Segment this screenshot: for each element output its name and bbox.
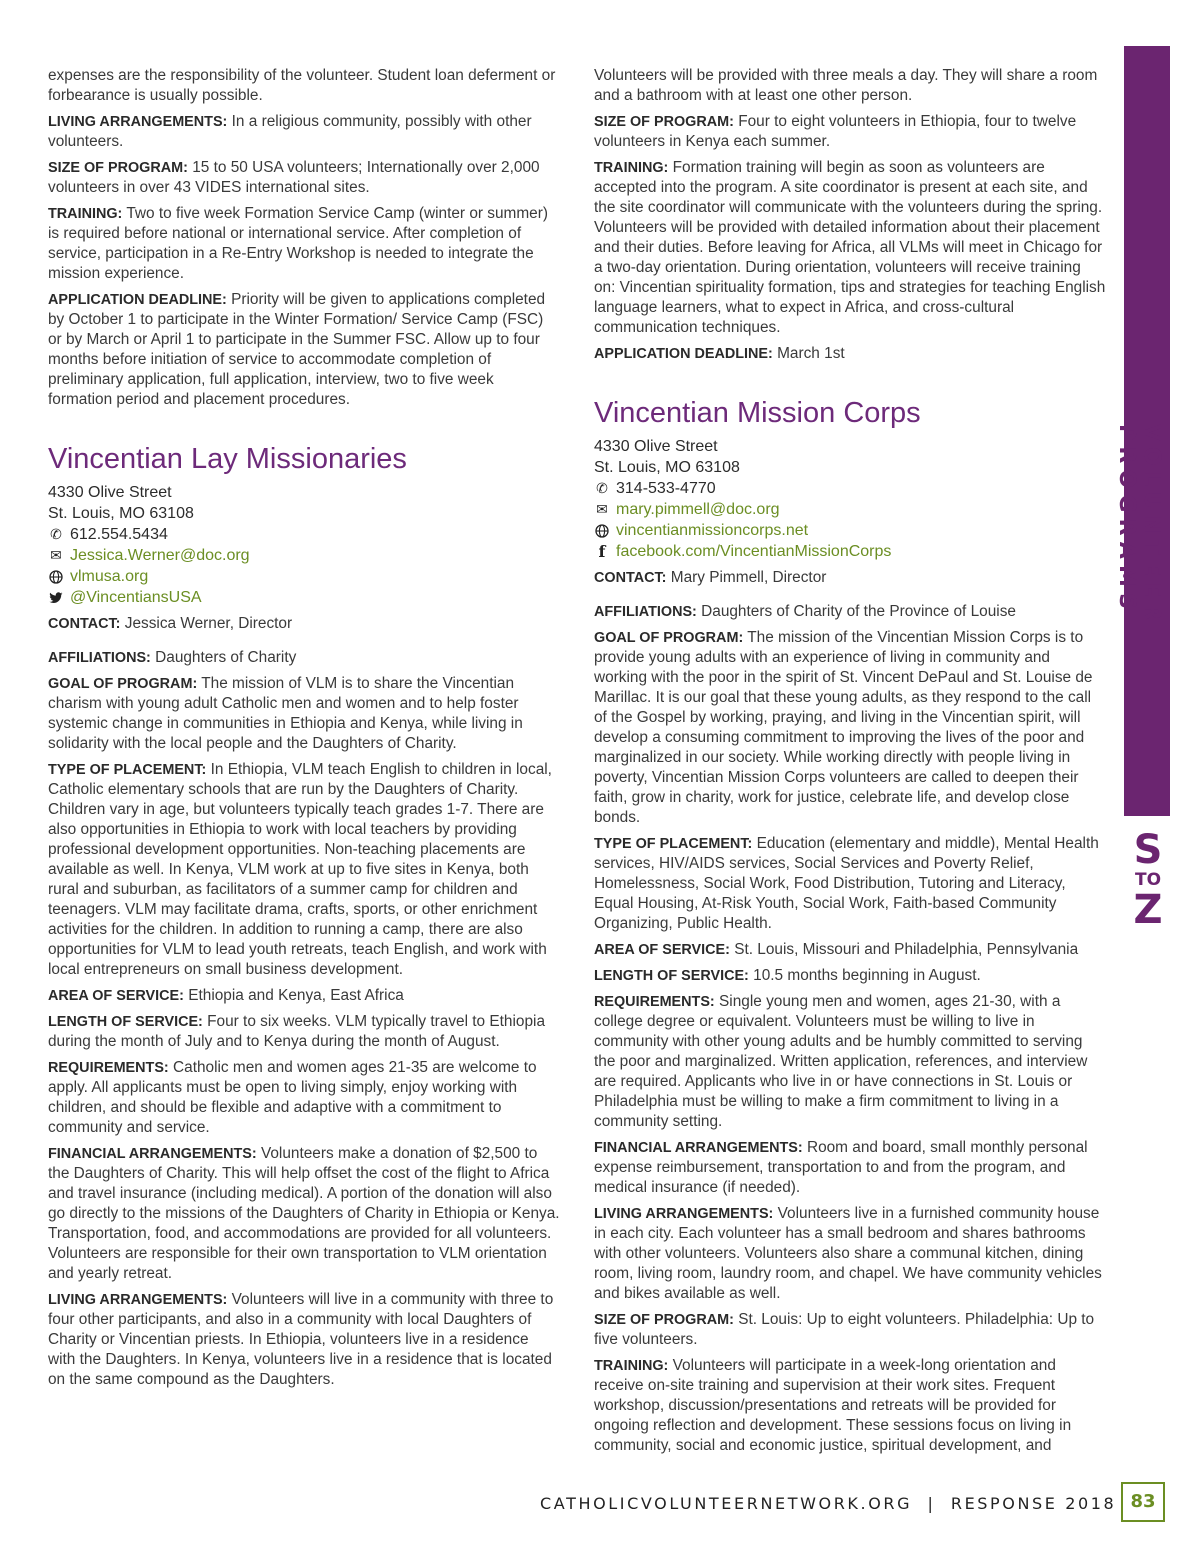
phone-line bbox=[594, 478, 1106, 499]
twitter-line bbox=[48, 587, 560, 608]
paragraph: TYPE OF PLACEMENT: In Ethiopia, VLM teach English to children in local, Catholic elementary schools that are run by the Daughters of Charity. Children vary in age, but volunteers typically teach grades 1-7. There are also opportunities in Ethiopia to work with local teachers by providing professional development opportunities. Non-teaching placements are available as well. In Kenya, VLM work at up to five sites in Kenya, both rural and suburban, as facilitators of a summer camp for children and teenagers. VLM may facilitate drama, crafts, sports, or other enrichment activities for the children. In addition to running a camp, there are also opportunities for VLM to lead youth retreats, teach English, and work with local entrepreneurs on small business development. bbox=[48, 761, 552, 978]
left-details bbox=[48, 648, 560, 1390]
contact-paragraph: CONTACT: Jessica Werner, Director bbox=[48, 615, 293, 632]
twitter-link[interactable]: @VincentiansUSA bbox=[70, 589, 202, 606]
right-column bbox=[594, 66, 1106, 1462]
phone-line bbox=[48, 524, 560, 545]
address-line: 4330 Olive Street bbox=[594, 438, 718, 455]
address-line: 4330 Olive Street bbox=[48, 484, 172, 501]
address-line: St. Louis, MO 63108 bbox=[594, 459, 740, 476]
paragraph: expenses are the responsibility of the volunteer. Student loan deferment or forbearance is usually possible. bbox=[48, 67, 556, 104]
page-number: 83 bbox=[1121, 1482, 1165, 1522]
website-line bbox=[48, 566, 560, 587]
range-start: S bbox=[1133, 827, 1163, 873]
left-intro bbox=[48, 66, 560, 410]
footer-text: CATHOLICVOLUNTEERNETWORK.ORG | RESPONSE 2018 bbox=[540, 1494, 1117, 1513]
paragraph: Volunteers will be provided with three meals a day. They will share a room and a bathroom with at least one other person. bbox=[594, 67, 1098, 104]
range-end: Z bbox=[1133, 887, 1163, 933]
right-details bbox=[594, 602, 1106, 1456]
paragraph: SIZE OF PROGRAM: 15 to 50 USA volunteers; Internationally over 2,000 volunteers in over 43 VIDES international sites. bbox=[48, 159, 540, 196]
alphabet-range bbox=[1122, 827, 1174, 933]
paragraph: LIVING ARRANGEMENTS: Volunteers will live in a community with three to four other participants, and also in a community with local Daughters of Charity or Vincentian priests. In Ethiopia, volunteers live in a residence with the Daughters. In Kenya, volunteers live in a residence that is located on the same compound as the Daughters. bbox=[48, 1291, 554, 1388]
globe-icon bbox=[48, 570, 64, 584]
phone-number: 612.554.5434 bbox=[70, 526, 168, 543]
paragraph: AFFILIATIONS: Daughters of Charity of the Province of Louise bbox=[594, 603, 1016, 620]
facebook-icon: f bbox=[598, 542, 606, 561]
paragraph: LIVING ARRANGEMENTS: Volunteers live in a furnished community house in each city. Each volunteer has a small bedroom and shares bathrooms with other volunteers. Volunteers also share a communal kitchen, dining room, living room, laundry room, and chapel. We have community vehicles and bikes available as well. bbox=[594, 1205, 1102, 1302]
paragraph: APPLICATION DEADLINE: March 1st bbox=[594, 345, 845, 362]
paragraph: TYPE OF PLACEMENT: Education (elementary and middle), Mental Health services, HIV/AIDS services, Social Services and Poverty Relief, Homelessness, Social Work, Food Distribution, Tutoring and Literacy, Equal Housing, At-Risk Youth, Social Work, Faith-based Community Organizing, Public Health. bbox=[594, 835, 1099, 932]
email-link[interactable]: Jessica.Werner@doc.org bbox=[70, 547, 250, 564]
phone-icon: ✆ bbox=[50, 526, 62, 542]
paragraph: LIVING ARRANGEMENTS: In a religious community, possibly with other volunteers. bbox=[48, 113, 532, 150]
website-link[interactable]: vincentianmissioncorps.net bbox=[616, 522, 809, 539]
org-title: Vincentian Lay Missionaries bbox=[48, 443, 407, 475]
paragraph: SIZE OF PROGRAM: Four to eight volunteers in Ethiopia, four to twelve volunteers in Kenya each summer. bbox=[594, 113, 1077, 150]
phone-number: 314-533-4770 bbox=[616, 480, 716, 497]
paragraph: LENGTH OF SERVICE: 10.5 months beginning in August. bbox=[594, 967, 981, 984]
paragraph: REQUIREMENTS: Catholic men and women ages 21-35 are welcome to apply. All applicants must be open to living simply, enjoy working with children, and should be flexible and adaptive with a commitment to community and service. bbox=[48, 1059, 537, 1136]
email-link[interactable]: mary.pimmell@doc.org bbox=[616, 501, 780, 518]
envelope-icon: ✉ bbox=[596, 501, 608, 517]
paragraph: LENGTH OF SERVICE: Four to six weeks. VLM typically travel to Ethiopia during the month of July and to Kenya during the month of August. bbox=[48, 1013, 546, 1050]
section-label: VOLUNTEER PROGRAMS bbox=[1114, 424, 1164, 627]
envelope-icon: ✉ bbox=[50, 547, 62, 563]
globe-icon bbox=[594, 524, 610, 538]
paragraph: APPLICATION DEADLINE: Priority will be given to applications completed by October 1 to participate in the Winter Formation/ Service Camp (FSC) or by March or April 1 to participate in the Summer FSC. Allow up to four months before initiation of service to accommodate completion of preliminary application, full application, interview, two to five week formation period and placement procedures. bbox=[48, 291, 546, 408]
paragraph: FINANCIAL ARRANGEMENTS: Room and board, small monthly personal expense reimbursement, transportation to and from the program, and medical insurance (if needed). bbox=[594, 1139, 1088, 1196]
right-intro bbox=[594, 66, 1106, 364]
email-line bbox=[594, 499, 1106, 520]
left-column bbox=[48, 66, 560, 1396]
facebook-line bbox=[594, 541, 1106, 562]
paragraph: FINANCIAL ARRANGEMENTS: Volunteers make a donation of $2,500 to the Daughters of Charity. This will help offset the cost of the flight to Africa and travel insurance (including medical). A portion of the donation will also go directly to the missions of the Daughters of Charity in Ethiopia or Kenya. Transportation, food, and accommodations are provided for all volunteers. Volunteers are responsible for their own transportation to VLM orientation and yearly retreat. bbox=[48, 1145, 560, 1282]
phone-icon: ✆ bbox=[596, 480, 608, 496]
paragraph: TRAINING: Two to five week Formation Service Camp (winter or summer) is required before national or international service. After completion of service, participation in a Re-Entry Workshop is needed to integrate the mission experience. bbox=[48, 205, 548, 282]
email-line bbox=[48, 545, 560, 566]
paragraph: AREA OF SERVICE: St. Louis, Missouri and Philadelphia, Pennsylvania bbox=[594, 941, 1079, 958]
paragraph: AFFILIATIONS: Daughters of Charity bbox=[48, 649, 297, 666]
facebook-link[interactable]: facebook.com/VincentianMissionCorps bbox=[616, 543, 892, 560]
paragraph: AREA OF SERVICE: Ethiopia and Kenya, East Africa bbox=[48, 987, 404, 1004]
contact-paragraph: CONTACT: Mary Pimmell, Director bbox=[594, 569, 827, 586]
website-link[interactable]: vlmusa.org bbox=[70, 568, 149, 585]
org-title: Vincentian Mission Corps bbox=[594, 397, 921, 429]
address-line: St. Louis, MO 63108 bbox=[48, 505, 194, 522]
paragraph: REQUIREMENTS: Single young men and women, ages 21-30, with a college degree or equivalent. Volunteers must be willing to live in community with other young adults and be humbly committed to serving the poor and marginalized. Written application, references, and interview are required. Applicants who live in or have connections in St. Louis or Philadelphia must be willing to make a firm commitment to living in a community setting. bbox=[594, 993, 1088, 1130]
paragraph: GOAL OF PROGRAM: The mission of the Vincentian Mission Corps is to provide young adults with an experience of living in community and working with the poor in the spirit of St. Vincent DePaul and St. Louise de Marillac. It is our goal that these young adults, as they respond to the call of the Gospel by working, praying, and living in the Vincentian spirit, will develop a consuming commitment to improving the lives of the poor and marginalized in our society. While working directly with people living in poverty, Vincentian Mission Corps volunteers are called to deepen their faith, grow in charity, work for justice, celebrate life, and develop close bonds. bbox=[594, 629, 1093, 826]
range-mid: TO bbox=[1134, 870, 1162, 890]
paragraph: GOAL OF PROGRAM: The mission of VLM is to share the Vincentian charism with young adult Catholic men and women and to help foster systemic change in communities in Ethiopia and Kenya, while living in solidarity with the local people and the Daughters of Charity. bbox=[48, 675, 523, 752]
website-line bbox=[594, 520, 1106, 541]
twitter-icon bbox=[48, 592, 64, 604]
paragraph: SIZE OF PROGRAM: St. Louis: Up to eight volunteers. Philadelphia: Up to five volunteers. bbox=[594, 1311, 1095, 1348]
paragraph: TRAINING: Formation training will begin as soon as volunteers are accepted into the program. A site coordinator is present at each site, and the site coordinator will communicate with the volunteers during the spring. Volunteers will be provided with detailed information about their placement and their duties. Before leaving for Africa, all VLMs will meet in Chicago for a two-day orientation. During orientation, volunteers will receive training on: Vincentian spirituality formation, tips and strategies for teaching English language learners, what to expect in Africa, and cross-cultural communication techniques. bbox=[594, 159, 1106, 336]
paragraph: TRAINING: Volunteers will participate in a week-long orientation and receive on-site training and supervision at their work sites. Frequent workshop, discussion/presentations and retreats will be provided for ongoing reflection and development. These sessions focus on living in community, social and economic justice, spiritual development, and bbox=[594, 1357, 1072, 1454]
